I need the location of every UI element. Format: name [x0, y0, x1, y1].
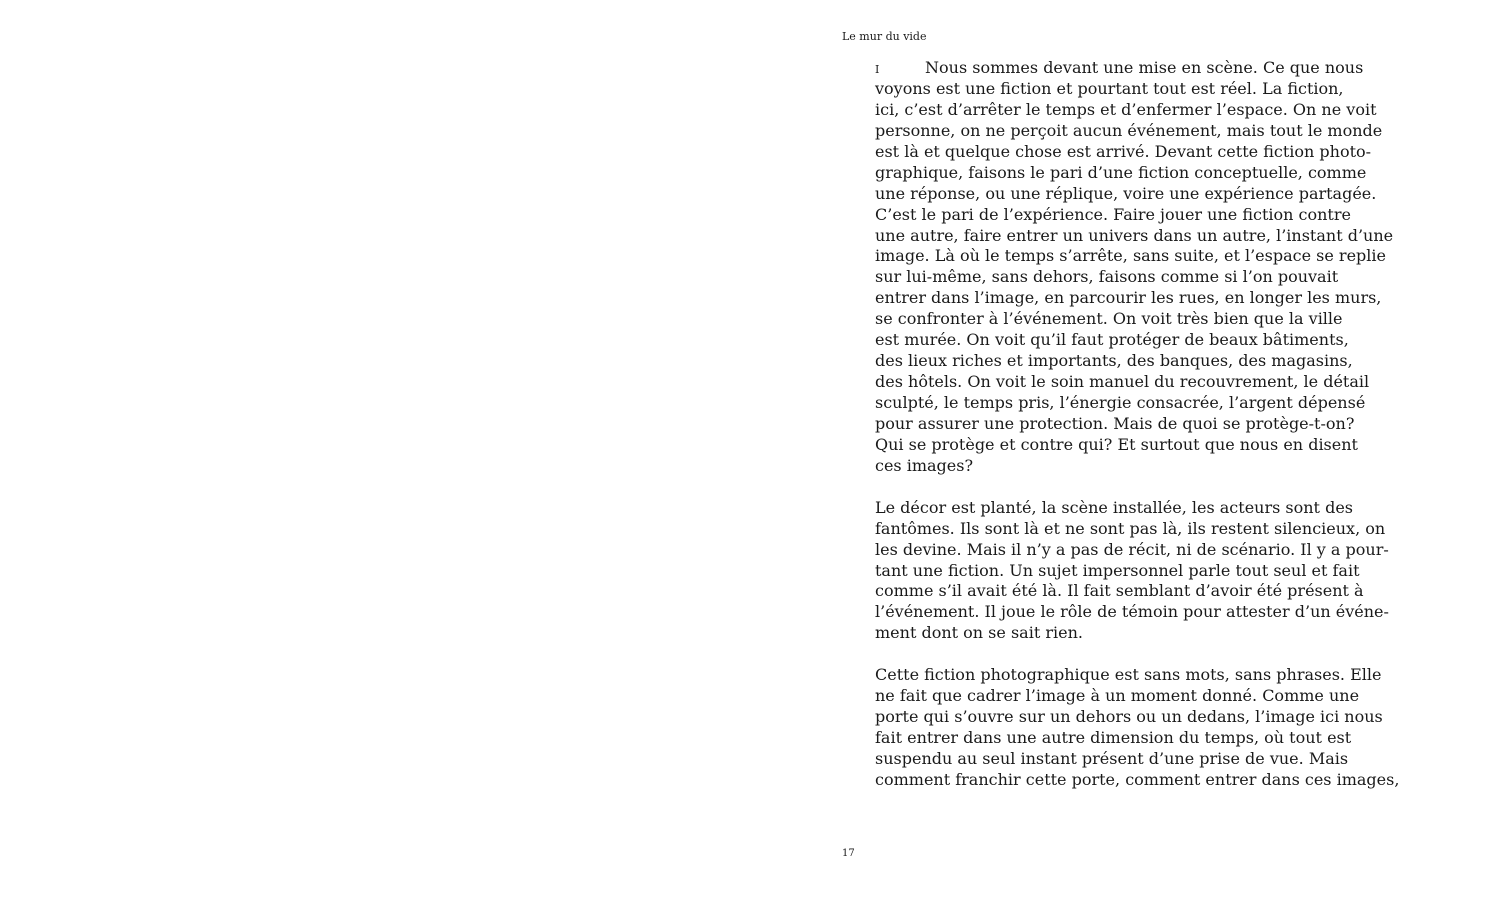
page-number: 17 — [842, 848, 855, 859]
text-line-content: Nous sommes devant une mise en scène. Ce que nous — [925, 58, 1364, 77]
right-page — [743, 0, 1487, 913]
text-line: porte qui s’ouvre sur un dehors ou un dedans, l’image ici nous — [875, 707, 1383, 727]
text-line: graphique, faisons le pari d’une fiction conceptuelle, comme — [875, 162, 1367, 182]
text-line: ment dont on se sait rien. — [875, 623, 1083, 643]
text-line: des lieux riches et importants, des banques, des magasins, — [875, 351, 1353, 371]
paragraph-gap — [875, 644, 1455, 665]
text-line: ces images? — [875, 455, 974, 475]
left-page-blank — [0, 0, 743, 913]
body-text — [875, 58, 1455, 791]
text-line: est là et quelque chose est arrivé. Devant cette fiction photo- — [875, 141, 1372, 161]
text-line: sur lui-même, sans dehors, faisons comme si l’on pouvait — [875, 267, 1339, 287]
text-line: fait entrer dans une autre dimension du temps, où tout est — [875, 728, 1352, 747]
paragraph-2 — [875, 498, 1455, 645]
text-line — [875, 58, 1455, 79]
text-line: personne, on ne perçoit aucun événement, mais tout le monde — [875, 120, 1383, 140]
text-line: des hôtels. On voit le soin manuel du recouvrement, le détail — [875, 372, 1370, 392]
text-line: est murée. On voit qu’il faut protéger de beaux bâtiments, — [875, 330, 1349, 350]
text-line: se confronter à l’événement. On voit très bien que la ville — [875, 309, 1343, 329]
text-line: ne fait que cadrer l’image à un moment donné. Comme une — [875, 686, 1360, 706]
text-line: ici, c’est d’arrêter le temps et d’enfermer l’espace. On ne voit — [875, 99, 1377, 119]
text-line: sculpté, le temps pris, l’énergie consacrée, l’argent dépensé — [875, 393, 1366, 412]
text-line: voyons est une fiction et pourtant tout est réel. La fiction, — [875, 78, 1344, 98]
text-line: tant une fiction. Un sujet impersonnel parle tout seul et fait — [875, 560, 1360, 580]
text-line: Le décor est planté, la scène installée, les acteurs sont des — [875, 497, 1353, 517]
running-head: Le mur du vide — [842, 30, 927, 43]
text-line: image. Là où le temps s’arrête, sans suite, et l’espace se replie — [875, 246, 1386, 266]
section-number: I — [875, 63, 880, 76]
text-line: pour assurer une protection. Mais de quoi se protège-t-on? — [875, 413, 1355, 433]
text-line: Cette fiction photographique est sans mots, sans phrases. Elle — [875, 665, 1382, 685]
text-line: comme s’il avait été là. Il fait semblant d’avoir été présent à — [875, 581, 1364, 601]
paragraph-3 — [875, 665, 1455, 791]
text-line: C’est le pari de l’expérience. Faire jouer une fiction contre — [875, 204, 1351, 224]
text-line: comment franchir cette porte, comment entrer dans ces images, — [875, 769, 1400, 789]
paragraph-gap — [875, 477, 1455, 498]
text-line: l’événement. Il joue le rôle de témoin pour attester d’un événe- — [875, 602, 1389, 622]
text-line: fantômes. Ils sont là et ne sont pas là, ils restent silencieux, on — [875, 518, 1386, 538]
text-line: les devine. Mais il n’y a pas de récit, ni de scénario. Il y a pour- — [875, 539, 1389, 559]
paragraph-1 — [875, 58, 1455, 477]
text-line: Qui se protège et contre qui? Et surtout que nous en disent — [875, 434, 1358, 454]
text-line: une autre, faire entrer un univers dans un autre, l’instant d’une — [875, 225, 1394, 245]
text-line: suspendu au seul instant présent d’une prise de vue. Mais — [875, 748, 1349, 768]
text-line: une réponse, ou une réplique, voire une expérience partagée. — [875, 183, 1377, 203]
text-line: entrer dans l’image, en parcourir les rues, en longer les murs, — [875, 288, 1382, 308]
